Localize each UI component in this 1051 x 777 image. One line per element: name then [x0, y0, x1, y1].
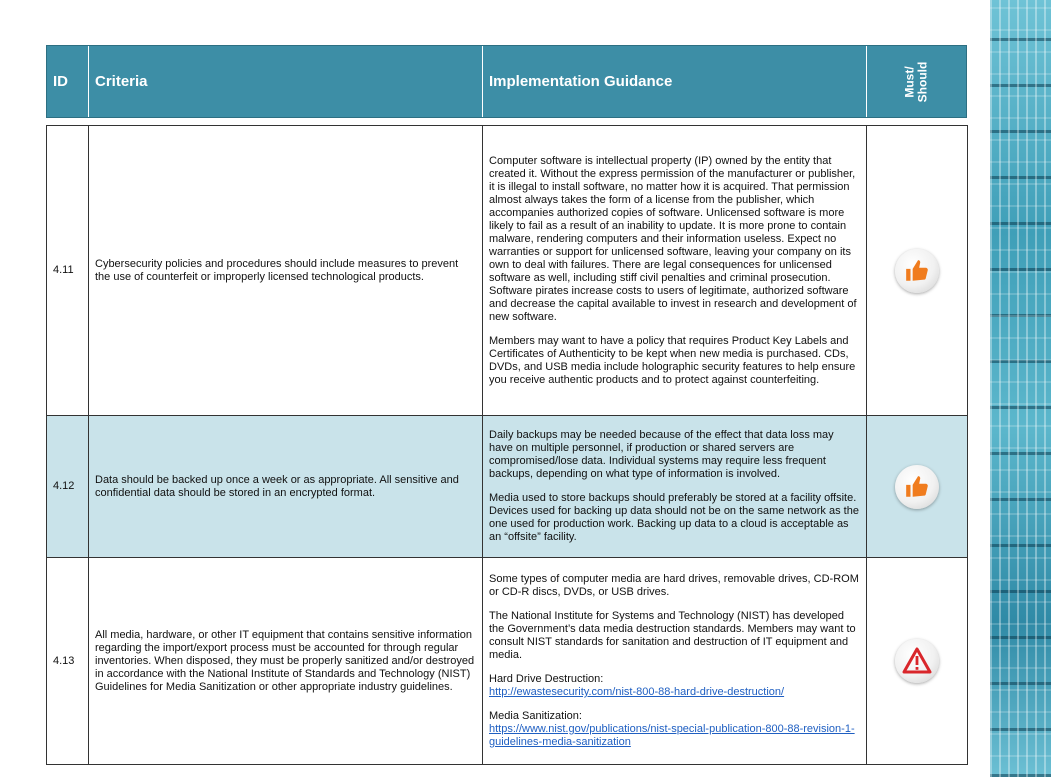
- row-guidance: [483, 558, 867, 765]
- hard-drive-destruction-link[interactable]: http://ewastesecurity.com/nist-800-88-hard-drive-destruction/: [489, 686, 785, 698]
- row-id: 4.12: [47, 416, 89, 558]
- table-header: [46, 45, 967, 118]
- guidance-paragraph: Some types of computer media are hard drives, removable drives, CD-ROM or CD-R discs, DVDs, or USB drives.: [489, 573, 859, 598]
- criteria-table: [46, 125, 968, 765]
- header-criteria: Criteria: [89, 46, 483, 117]
- row-must-should: [867, 416, 968, 558]
- row-guidance: [483, 126, 867, 416]
- header-must-should-label: Must/ Should: [902, 61, 930, 102]
- decorative-container-image: [990, 0, 1051, 777]
- table-row: [47, 416, 968, 558]
- table-row: [47, 558, 968, 765]
- row-must-should: [867, 558, 968, 765]
- thumbs-up-icon: [895, 465, 939, 509]
- link-label: Media Sanitization:: [489, 710, 582, 722]
- table-row: [47, 126, 968, 416]
- link-label: Hard Drive Destruction:: [489, 673, 604, 685]
- row-criteria: Data should be backed up once a week or as appropriate. All sensitive and confidential data should be stored in an encrypted format.: [89, 416, 483, 558]
- warning-icon: [895, 639, 939, 683]
- row-id: 4.11: [47, 126, 89, 416]
- guidance-paragraph: Daily backups may be needed because of the effect that data loss may have on multiple personnel, if production or shared servers are compromised/lose data. Individual systems may require less frequent backups, depending on what type of information is involved.: [489, 429, 834, 480]
- row-guidance: [483, 416, 867, 558]
- guidance-paragraph: Media used to store backups should preferably be stored at a facility offsite. Devices used for backing up data should not be on the same network as the one used for production work. Backing up data to a cloud is acceptable as an “offsite” facility.: [489, 492, 859, 543]
- row-id: 4.13: [47, 558, 89, 765]
- guidance-paragraph: Computer software is intellectual property (IP) owned by the entity that created it. Without the express permission of the manufacturer or publisher, it is illegal to install software, no matter how it is acquired. That permission almost always takes the form of a license from the publisher, which accompanies authorized copies of software. Unlicensed software is more likely to fail as a result of an inability to update. It is more prone to contain malware, rendering computers and their information useless. Expect no warranties or support for unlicensed software, leaving your company on its own to deal with failures. There are legal consequences for unlicensed software as well, including stiff civil penalties and criminal prosecution. Software pirates increase costs to users of legitimate, authorized software and decrease the capital available to invest in research and development of new software.: [489, 154, 857, 323]
- row-criteria: Cybersecurity policies and procedures should include measures to prevent the use of counterfeit or improperly licensed technological products.: [89, 126, 483, 416]
- media-sanitization-link[interactable]: https://www.nist.gov/publications/nist-special-publication-800-88-revision-1-guidelines-media-sanitization: [489, 723, 855, 748]
- header-guidance: Implementation Guidance: [483, 46, 867, 117]
- row-criteria: All media, hardware, or other IT equipment that contains sensitive information regarding the import/export process must be accounted for through regular inventories. When disposed, they must be properly sanitized and/or destroyed in accordance with the National Institute of Standards and Technology (NIST) Guidelines for Media Sanitization or other appropriate industry guidelines.: [89, 558, 483, 765]
- header-id: ID: [47, 46, 89, 117]
- guidance-paragraph: Members may want to have a policy that requires Product Key Labels and Certificates of Authenticity to be kept when new media is purchased. CDs, DVDs, and USB media include holographic security features to help ensure you receive authentic products and to protect against counterfeiting.: [489, 334, 856, 386]
- thumbs-up-icon: [895, 249, 939, 293]
- row-must-should: [867, 126, 968, 416]
- header-must-should: [867, 46, 966, 117]
- guidance-paragraph: The National Institute for Systems and Technology (NIST) has developed the Government’s data media destruction standards. Members may want to consult NIST standards for sanitation and destruction of IT equipment and media.: [489, 610, 856, 661]
